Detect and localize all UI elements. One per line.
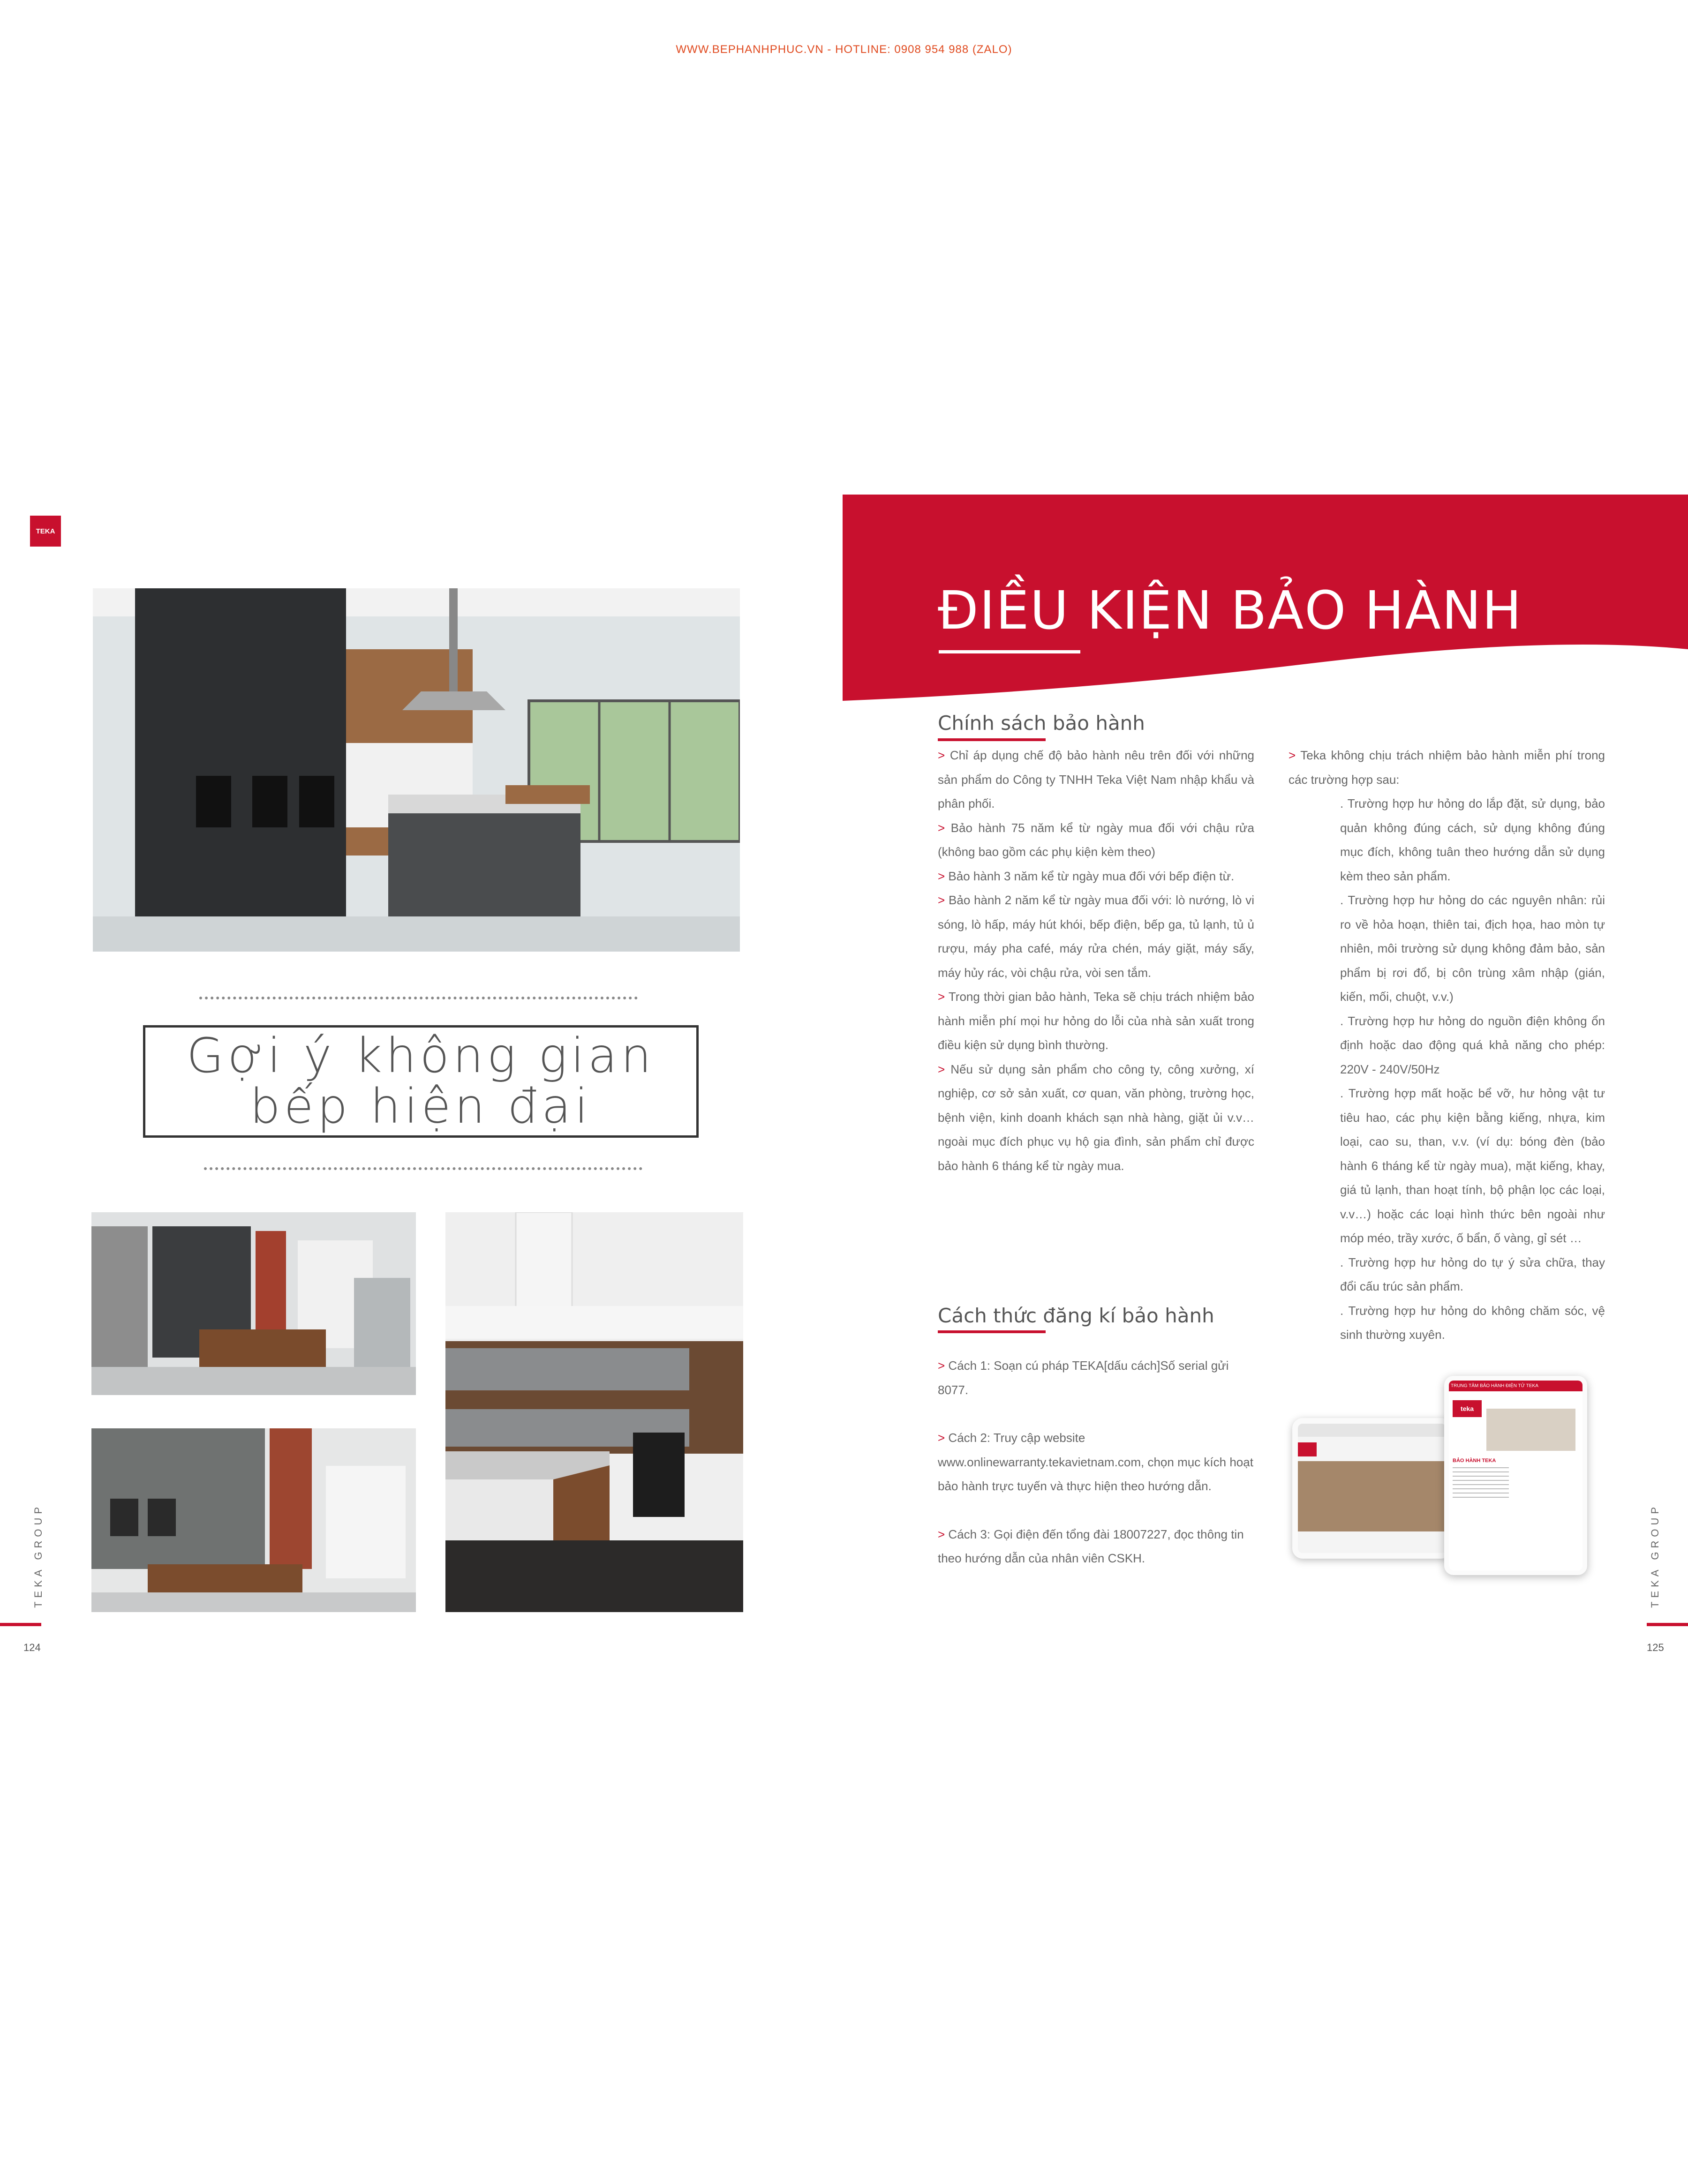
tablet-photo — [1486, 1409, 1575, 1451]
side-bar-right — [1647, 1623, 1688, 1626]
register-steps — [938, 1354, 1261, 1571]
register-step: > Cách 1: Soạn cú pháp TEKA[dấu cách]Số serial gửi 8077. — [938, 1358, 1229, 1397]
page-number-left: 124 — [23, 1642, 41, 1653]
policy-item: > Nếu sử dụng sản phẩm cho công ty, công xưởng, xí nghiệp, cơ sở sản xuất, cơ quan, văn phòng, trường học, bệnh viện, kinh doanh khách sạn nhà hàng, giặt ủi v.v… ngoài mục đích phục vụ hộ gia đình, sản phẩm chỉ được bảo hành 6 tháng kể từ ngày mua. — [938, 1062, 1254, 1173]
policy-heading-underline — [938, 738, 1046, 741]
side-label-left: TEKA GROUP — [32, 1503, 44, 1608]
suggest-title-box — [143, 1025, 699, 1138]
policy-item: > Bảo hành 3 năm kể từ ngày mua đối với bếp điện từ. — [938, 869, 1235, 883]
kitchen-photo-small-2 — [91, 1428, 416, 1612]
tablet-subhead: BẢO HÀNH TEKA — [1453, 1458, 1496, 1464]
watermark: WWW.BEPHANHPHUC.VN - HOTLINE: 0908 954 988 (ZALO) — [676, 43, 1012, 56]
tablet-header: TRUNG TÂM BẢO HÀNH ĐIỆN TỬ TEKA — [1449, 1381, 1582, 1391]
exclusion-item: . Trường hợp hư hỏng do không chăm sóc, vệ sinh thường xuyên. — [1340, 1303, 1605, 1342]
tablet-front — [1444, 1376, 1587, 1575]
exclusion-item: . Trường hợp hư hỏng do tự ý sửa chữa, thay đổi cấu trúc sản phẩm. — [1340, 1255, 1605, 1293]
policy-column-2 — [1289, 743, 1605, 1347]
register-step: > Cách 2: Truy cập website www.onlinewarranty.tekavietnam.com, chọn mục kích hoạt bảo hành trực tuyến và thực hiện theo hướng dẫn. — [938, 1431, 1253, 1493]
register-heading-underline — [938, 1330, 1046, 1333]
tablet-back-screen-red — [1298, 1442, 1317, 1456]
side-bar-left — [0, 1623, 41, 1626]
side-label-right: TEKA GROUP — [1649, 1503, 1661, 1608]
dotted-divider-top — [199, 997, 638, 999]
policy-item: > Trong thời gian bảo hành, Teka sẽ chịu trách nhiệm bảo hành miễn phí mọi hư hỏng do lỗi của nhà sản xuất trong điều kiện sử dụng bình thường. — [938, 990, 1254, 1052]
policy-item: > Chỉ áp dụng chế độ bảo hành nêu trên đối với những sản phẩm do Công ty TNHH Teka Việt Nam nhập khẩu và phân phối. — [938, 748, 1254, 811]
tablet-text-lines — [1453, 1467, 1509, 1500]
policy-item: > Bảo hành 75 năm kể từ ngày mua đối với chậu rửa (không bao gồm các phụ kiện kèm theo) — [938, 820, 1254, 859]
tablet-back-screen-photo — [1298, 1461, 1446, 1531]
suggest-title: Gợi ý không gian bếp hiện đại — [187, 1028, 655, 1134]
title-underline — [939, 650, 1080, 653]
kitchen-photo-main — [93, 588, 740, 952]
register-step: > Cách 3: Gọi điện đến tổng đài 18007227, đọc thông tin theo hướng dẫn của nhân viên CSKH. — [938, 1527, 1244, 1565]
tablet-back — [1292, 1418, 1452, 1559]
kitchen-photo-small-1 — [91, 1212, 416, 1395]
exclusion-item: . Trường hợp hư hỏng do lắp đặt, sử dụng, bảo quản không đúng cách, sử dụng không đúng mục đích, không tuân theo hướng dẫn sử dụng kèm theo sản phẩm. — [1340, 796, 1605, 883]
teka-logo: TEKA — [30, 516, 61, 547]
page-number-right: 125 — [1647, 1642, 1664, 1653]
exclusion-item: . Trường hợp hư hỏng do nguồn điện không ổn định hoặc dao động quá khả năng cho phép: 220V - 240V/50Hz — [1340, 1013, 1605, 1076]
register-heading: Cách thức đăng kí bảo hành — [938, 1304, 1214, 1327]
dotted-divider-bottom — [204, 1167, 642, 1170]
kitchen-photo-tall — [445, 1212, 743, 1612]
policy-heading: Chính sách bảo hành — [938, 712, 1145, 735]
tablet-teka-logo: teka — [1453, 1400, 1482, 1417]
policy-item: > Bảo hành 2 năm kể từ ngày mua đối với: lò nướng, lò vi sóng, lò hấp, máy hút khói, bếp điện, bếp ga, tủ lạnh, tủ ủ rượu, máy pha café, máy rửa chén, máy giặt, máy sấy, máy hủy rác, vòi chậu rửa, vòi sen tắm. — [938, 893, 1254, 980]
page-title: ĐIỀU KIỆN BẢO HÀNH — [938, 580, 1522, 641]
policy-column-1 — [938, 743, 1254, 1178]
exclusion-intro: > Teka không chịu trách nhiệm bảo hành miễn phí trong các trường hợp sau: — [1289, 748, 1605, 787]
tablet-back-screen-bar — [1298, 1424, 1446, 1437]
exclusion-item: . Trường hợp hư hỏng do các nguyên nhân: rủi ro về hỏa hoạn, thiên tai, địch họa, hao mòn tự nhiên, môi trường sử dụng không đảm bảo, sản phẩm bị rơi đổ, bị côn trùng xâm nhập (gián, kiến, mối, chuột, v.v.) — [1340, 893, 1605, 1004]
exclusion-item: . Trường hợp mất hoặc bể vỡ, hư hỏng vật tư tiêu hao, các phụ kiện bằng kiếng, nhựa, kim loại, cao su, than, v.v. (ví dụ: bóng đèn (bảo hành 6 tháng kể từ ngày mua), mặt kiếng, khay, giá tủ lạnh, than hoạt tính, bộ phận lọc các loại, v.v…) hoặc các loại hình thức bên ngoài như móp méo, trầy xước, ố bẩn, ố vàng, gỉ sét … — [1340, 1086, 1605, 1245]
